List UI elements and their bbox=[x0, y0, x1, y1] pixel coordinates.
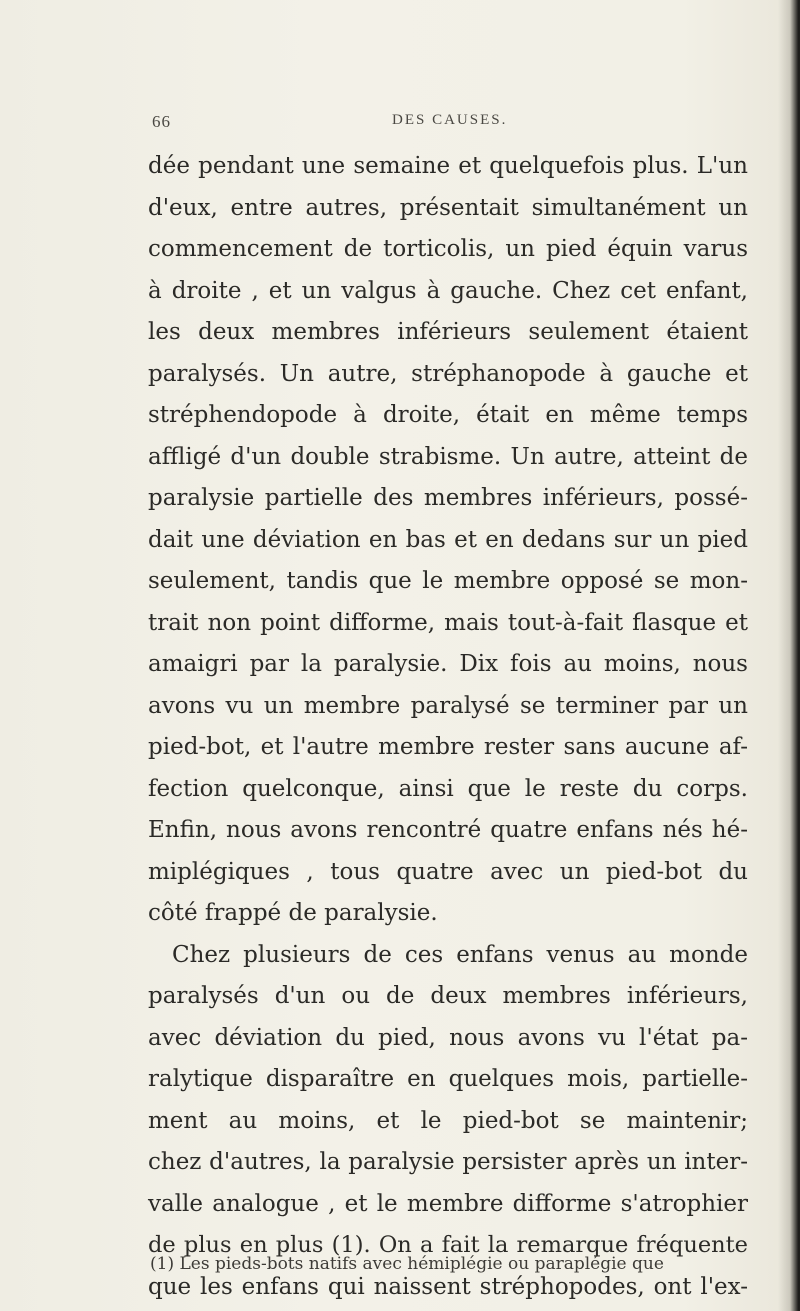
text-line: que les enfans qui naissent stréphopodes, ont l'ex- bbox=[148, 1273, 748, 1300]
page-header bbox=[152, 112, 782, 136]
page-number: 66 bbox=[152, 112, 171, 131]
text-line: paralysés. Un autre, stréphanopode à gauche et bbox=[148, 360, 748, 387]
text-line: stréphendopode à droite, était en même temps bbox=[148, 402, 748, 428]
text-line: chez d'autres, la paralysie persister après un inter- bbox=[148, 1149, 748, 1175]
running-title: DES CAUSES. bbox=[392, 112, 508, 128]
text-line: Chez plusieurs de ces enfans venus au monde bbox=[172, 941, 748, 968]
text-line: paralysés d'un ou de deux membres inférieurs, bbox=[148, 983, 748, 1009]
text-line: paralysie partielle des membres inférieurs, possé- bbox=[148, 485, 748, 511]
body-text bbox=[148, 146, 748, 1308]
text-line: de plus en plus (1). On a fait la remarque fréquente bbox=[148, 1232, 748, 1258]
text-line: dait une déviation en bas et en dedans sur un pied bbox=[148, 526, 748, 553]
text-line: d'eux, entre autres, présentait simultanément un bbox=[148, 194, 748, 221]
text-line: ment au moins, et le pied-bot se maintenir; bbox=[148, 1107, 748, 1134]
text-line: avons vu un membre paralysé se terminer par un bbox=[148, 692, 748, 719]
page-edge-shadow bbox=[778, 0, 800, 1311]
text-line: dée pendant une semaine et quelquefois plus. L'un bbox=[148, 153, 748, 179]
text-line: valle analogue , et le membre difforme s'atrophier bbox=[148, 1190, 748, 1217]
text-line: les deux membres inférieurs seulement étaient bbox=[148, 319, 748, 345]
footnote: (1) Les pieds-bots natifs avec hémiplégie ou paraplégie que bbox=[150, 1254, 664, 1274]
text-line: fection quelconque, ainsi que le reste du corps. bbox=[148, 775, 748, 802]
text-line: à droite , et un valgus à gauche. Chez cet enfant, bbox=[148, 277, 748, 304]
text-line: amaigri par la paralysie. Dix fois au moins, nous bbox=[148, 651, 748, 677]
text-line: ralytique disparaître en quelques mois, partielle- bbox=[148, 1066, 748, 1092]
text-line: côté frappé de paralysie. bbox=[148, 900, 438, 926]
text-line: commencement de torticolis, un pied équin varus bbox=[148, 236, 748, 262]
text-line: seulement, tandis que le membre opposé se mon- bbox=[148, 568, 748, 594]
text-line: affligé d'un double strabisme. Un autre, atteint de bbox=[148, 443, 748, 470]
text-line: Enfin, nous avons rencontré quatre enfans nés hé- bbox=[148, 817, 748, 843]
text-line: trait non point difforme, mais tout-à-fait flasque et bbox=[148, 609, 748, 636]
text-line: miplégiques , tous quatre avec un pied-bot du bbox=[148, 858, 748, 885]
text-line: pied-bot, et l'autre membre rester sans aucune af- bbox=[148, 734, 748, 760]
text-line: avec déviation du pied, nous avons vu l'état pa- bbox=[148, 1024, 748, 1051]
